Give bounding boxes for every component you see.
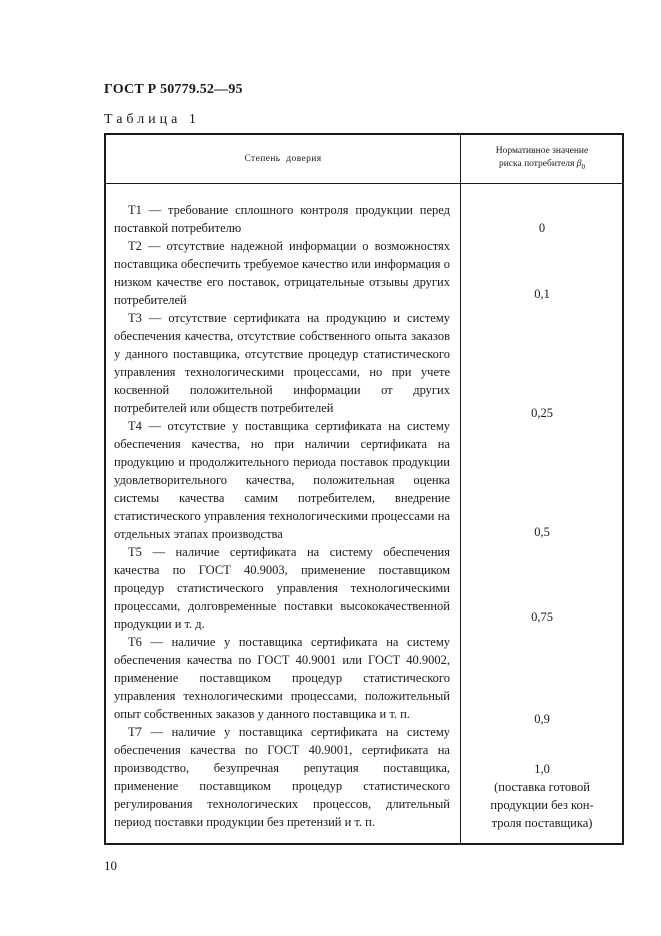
column-divider	[460, 135, 461, 843]
beta-letter: β	[576, 159, 582, 169]
row-t7-value-number: 1,0	[534, 762, 550, 776]
header-divider	[106, 183, 622, 184]
row-t7-value-note-3: троля поставщика)	[491, 816, 593, 830]
header-risk-line1: Нормативное значение	[495, 146, 589, 156]
header-risk-value	[462, 145, 622, 174]
row-t1-text: Т1 — требование сплошного контроля продукции перед поставкой потребителю	[114, 203, 450, 235]
header-risk-line2-text: риска потребителя	[498, 159, 575, 169]
header-risk-line2	[462, 158, 622, 174]
row-t5-text: Т5 — наличие сертификата на систему обеспечения качества по ГОСТ 40.9003, применение поставщиком процедур статистического управления технологическими процессами, долговременные поставки высококачественной продукции и т. д.	[114, 545, 450, 631]
table-caption: Таблица 1	[104, 112, 200, 127]
row-t1-value: 0	[538, 221, 546, 235]
page-number: 10	[104, 858, 117, 873]
row-t3-value: 0,25	[531, 406, 553, 420]
row-t2-value: 0,1	[534, 287, 550, 301]
row-t6-value: 0,9	[534, 712, 550, 726]
row-t4-text: Т4 — отсутствие у поставщика сертификата на систему обеспечения качества, но при наличии сертификата на продукцию и продолжительного периода поставок продукции удовлетворительного качества, положительная оценка системы качества самим потребителем, внедрение статистического управления технологическими процессами на отдельных этапах производства	[114, 419, 450, 541]
row-t2-text: Т2 — отсутствие надежной информации о возможностях поставщика обеспечить требуемое качество или информация о низком качестве его поставок, отрицательные отзывы других потребителей	[114, 239, 450, 307]
trust-descriptions	[114, 201, 450, 831]
row-t6-text: Т6 — наличие у поставщика сертификата на систему обеспечения качества по ГОСТ 40.9001 или ГОСТ 40.9002, применение поставщиком процедур статистического управления технологическими процессами, положительный опыт собственных заказов у данного поставщика и т. п.	[114, 635, 450, 721]
beta-subscript: 0	[581, 162, 586, 171]
row-t7-value	[462, 760, 622, 832]
risk-table	[104, 133, 624, 845]
row-t4-value: 0,5	[534, 525, 550, 539]
header-trust-level: Степень доверия	[244, 154, 322, 164]
row-t3-text: Т3 — отсутствие сертификата на продукцию и систему обеспечения качества, отсутствие собственного опыта заказов у данного поставщика, отсутствие процедур статистического управления технологическими процессами, но при учете косвенной положительной информации от других потребителей или обществ потребителей	[114, 311, 450, 415]
row-t5-value: 0,75	[531, 610, 553, 624]
beta-symbol	[577, 159, 585, 169]
row-t7-value-note-1: (поставка готовой	[494, 780, 590, 794]
document-code: ГОСТ Р 50779.52—95	[104, 82, 243, 97]
row-t7-text: Т7 — наличие у поставщика сертификата на систему обеспечения качества по ГОСТ 40.9001, сертификата на производство, безупречная репутация поставщика, применение поставщиком процедур статистического регулирования технологических процессов, длительный период поставки продукции без претензий и т. п.	[114, 725, 450, 829]
row-t7-value-note-2: продукции без кон-	[490, 798, 594, 812]
